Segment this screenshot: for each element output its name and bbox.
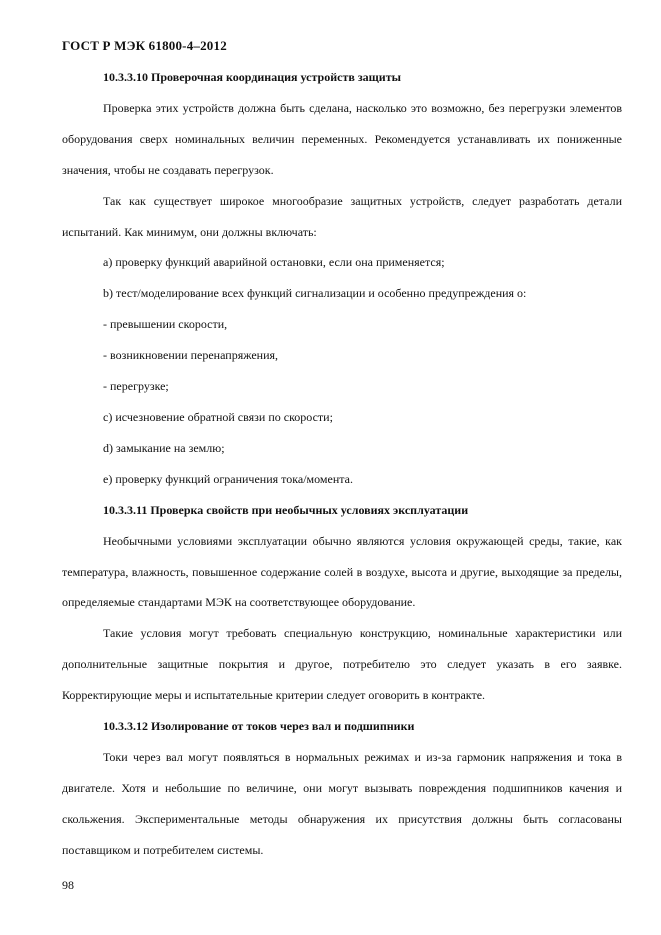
page-number: 98 xyxy=(62,878,74,892)
list-item: c) исчезновение обратной связи по скорости; xyxy=(103,409,333,424)
section-heading-10-3-3-10: 10.3.3.10 Проверочная координация устройств защиты xyxy=(103,70,401,84)
paragraph: Проверка этих устройств должна быть сделана, насколько это возможно, без перегрузки элементов оборудования сверх номинальных величин переменных. Рекомендуется устанавливать их пониженные значения, чтобы не создавать перегрузок. xyxy=(62,100,622,177)
paragraph: Такие условия могут требовать специальную конструкцию, номинальные характеристики или дополнительные защитные покрытия и другое, потребителю это следует указать в его заявке. Корректирующие меры и испытательные критерии следует оговорить в контракте. xyxy=(62,626,622,703)
list-item: а) проверку функций аварийной остановки, если она применяется; xyxy=(103,255,445,270)
list-item: - возникновении перенапряжения, xyxy=(103,348,279,363)
list-item: - перегрузке; xyxy=(103,379,169,394)
section-heading-10-3-3-11: 10.3.3.11 Проверка свойств при необычных условиях эксплуатации xyxy=(103,502,469,517)
section-heading-10-3-3-12: 10.3.3.12 Изолирование от токов через вал и подшипники xyxy=(103,719,415,734)
list-item: b) тест/моделирование всех функций сигнализации и особенно предупреждения о: xyxy=(103,286,527,301)
list-item: - превышении скорости, xyxy=(103,317,228,332)
document-body xyxy=(62,62,622,866)
paragraph: Так как существует широкое многообразие защитных устройств, следует разработать детали испытаний. Как минимум, они должны включать: xyxy=(62,193,622,239)
paragraph: Токи через вал могут появляться в нормальных режимах и из-за гармоник напряжения и тока в двигателе. Хотя и небольшие по величине, они могут вызывать повреждения подшипников качения и скольжения. Экспериментальные методы обнаружения их присутствия должны быть согласованы поставщиком и потребителем системы. xyxy=(62,749,622,857)
list-item: e) проверку функций ограничения тока/момента. xyxy=(103,471,353,486)
document-header: ГОСТ Р МЭК 61800-4–2012 xyxy=(62,38,227,53)
list-item: d) замыкание на землю; xyxy=(103,440,225,455)
paragraph: Необычными условиями эксплуатации обычно являются условия окружающей среды, такие, как температура, влажность, повышенное содержание солей в воздухе, высота и другие, выходящие за пределы, определяемые стандартами МЭК на соответствующее оборудование. xyxy=(62,533,622,610)
